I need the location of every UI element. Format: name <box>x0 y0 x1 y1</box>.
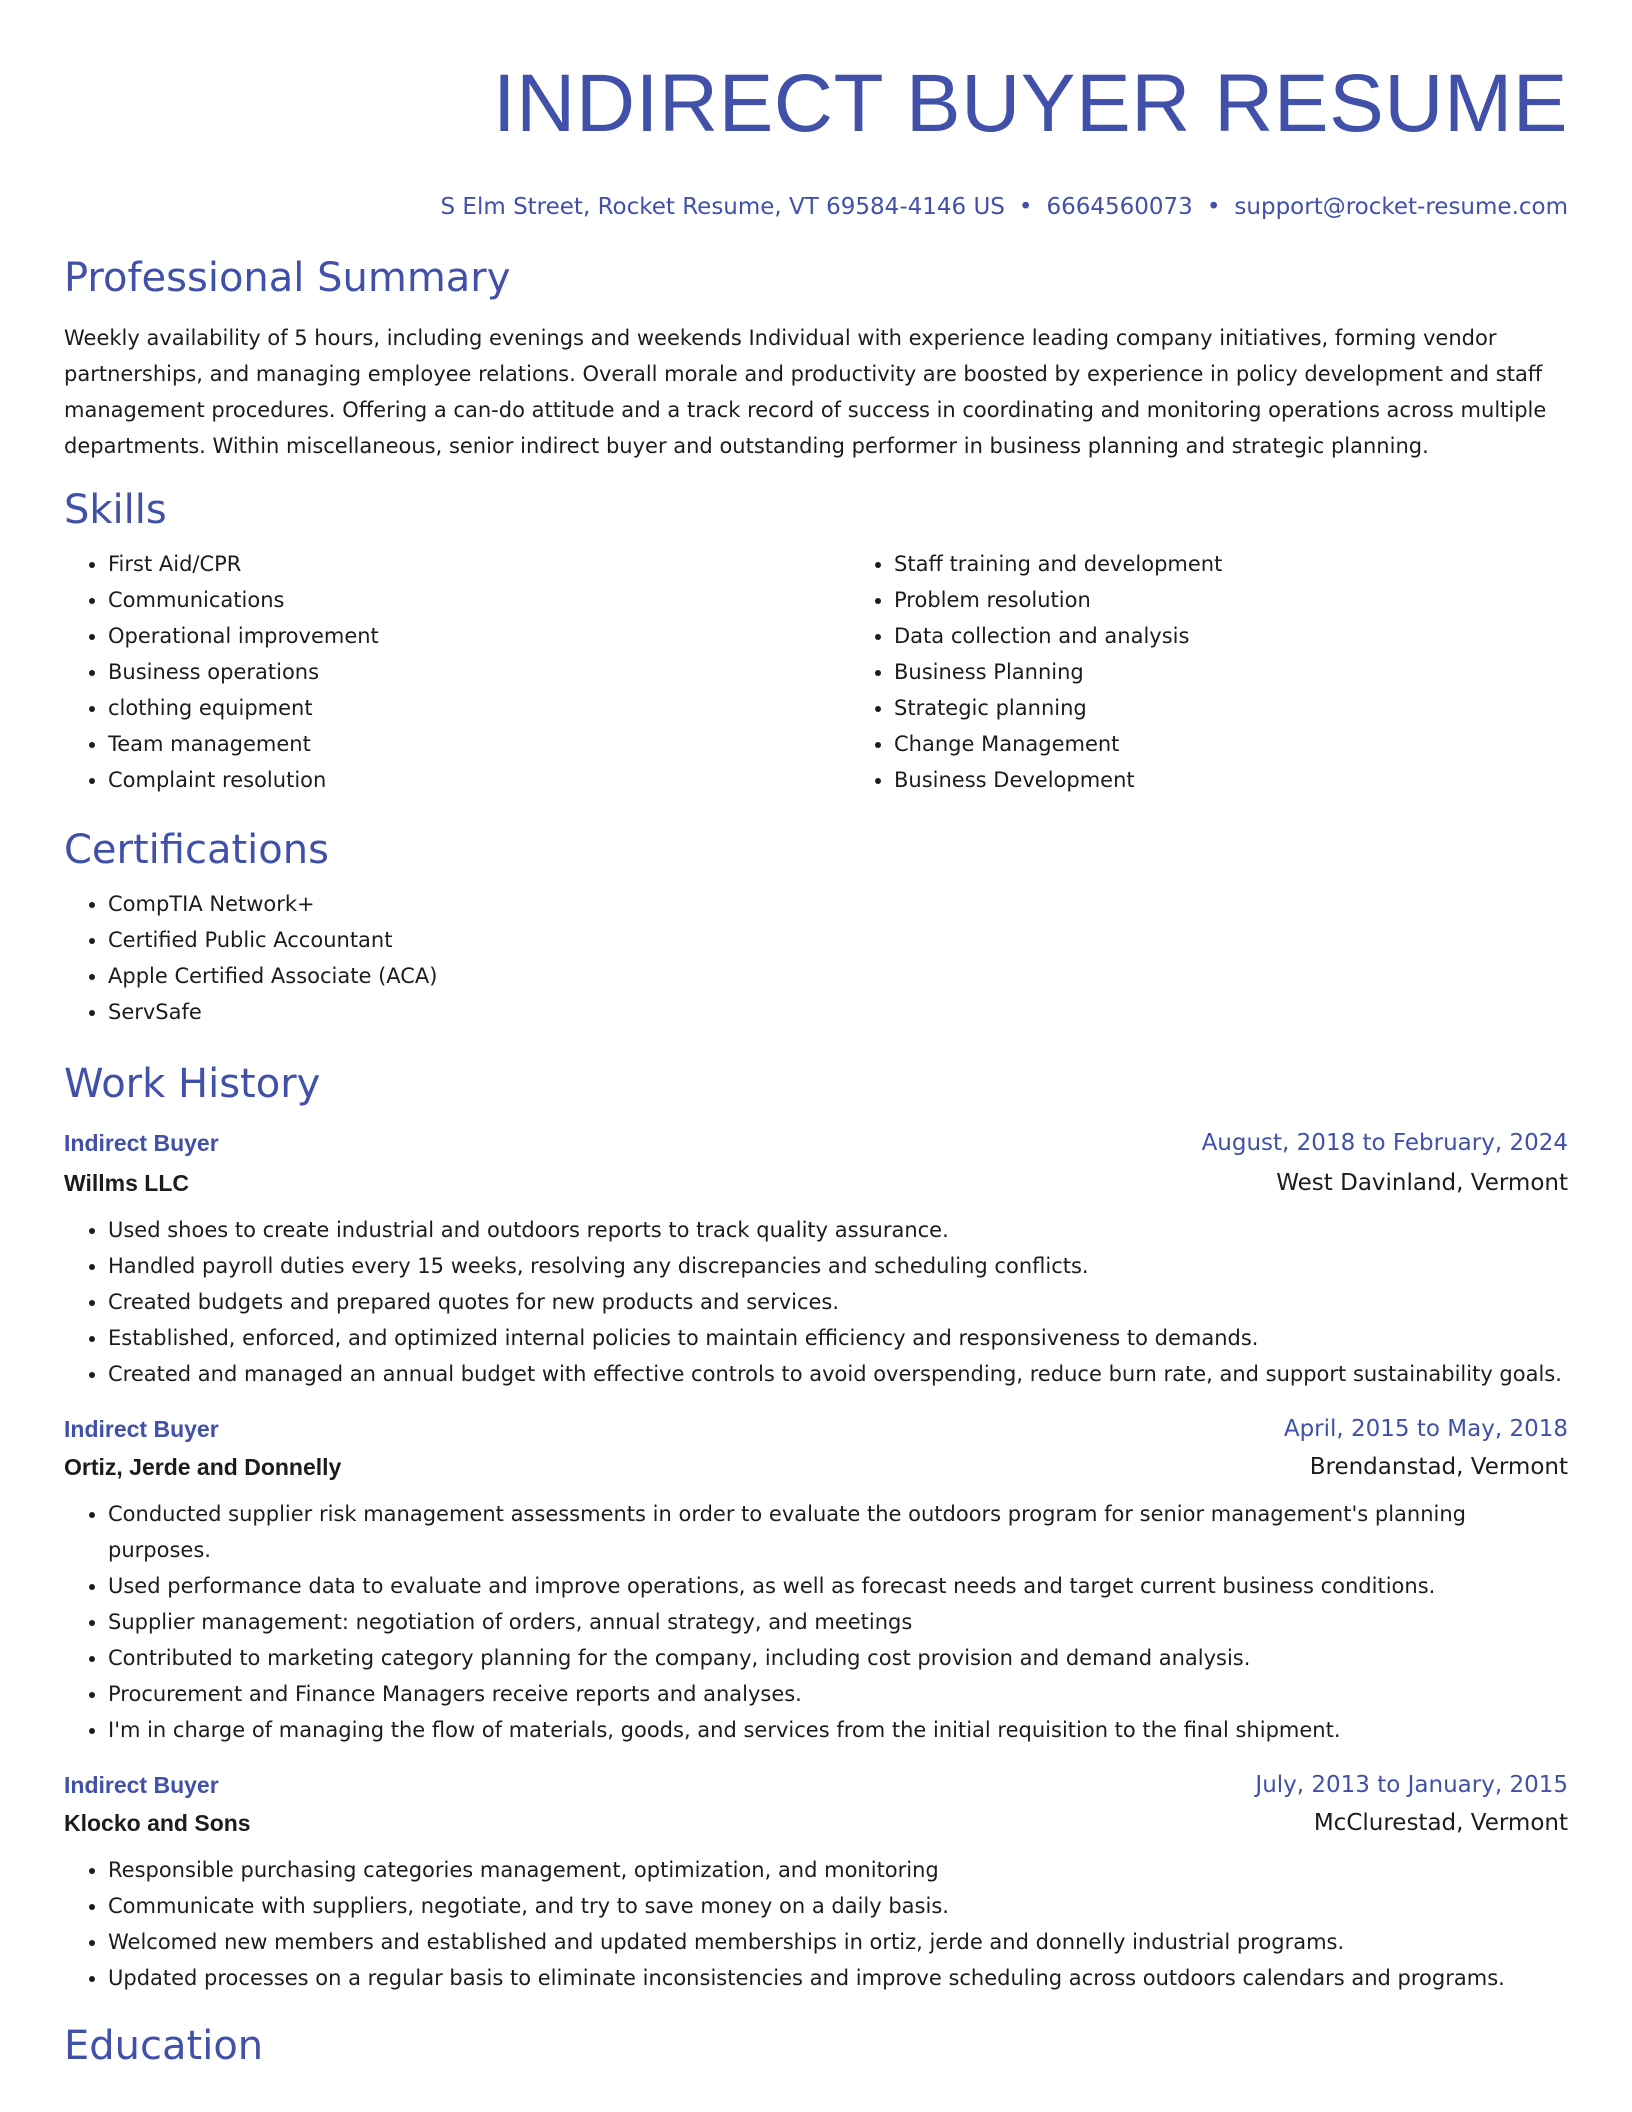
summary-text: Weekly availability of 5 hours, including evenings and weekends Individual with experience leading company initiatives, forming vendor partnerships, and managing employee relations. Overall morale and productivity are boosted by experience in policy development and staff management procedures. Offering a can-do attitude and a track record of success in coordinating and monitoring operations across multiple departments. Within miscellaneous, senior indirect buyer and outstanding performer in business planning and strategic planning. <box>64 326 1547 458</box>
job-bullets <box>64 1852 1568 1996</box>
contact-line <box>64 192 1568 222</box>
skills-heading: Skills <box>64 487 167 533</box>
skills-list-left <box>64 546 850 798</box>
job-entry <box>64 1128 1568 1392</box>
job-title: Indirect Buyer <box>64 1416 219 1442</box>
certification-item: • ServSafe <box>108 994 1568 1030</box>
education-heading: Education <box>64 2023 264 2069</box>
skill-item: • Problem resolution <box>894 582 1632 618</box>
job-bullet: • Procurement and Finance Managers receive reports and analyses. <box>108 1676 1568 1712</box>
job-bullet: • Updated processes on a regular basis to eliminate inconsistencies and improve scheduling across outdoors calendars and programs. <box>108 1960 1568 1996</box>
skills-list-right <box>850 546 1632 798</box>
job-bullet: • Conducted supplier risk management assessments in order to evaluate the outdoors program for senior management's planning purposes. <box>108 1496 1568 1568</box>
skill-item: • Staff training and development <box>894 546 1632 582</box>
job-bullet: • Handled payroll duties every 15 weeks, resolving any discrepancies and scheduling conflicts. <box>108 1248 1568 1284</box>
skills-grid <box>64 546 1568 798</box>
job-dates: July, 2013 to January, 2015 <box>1255 1772 1568 1798</box>
contact-phone: 6664560073 <box>1046 194 1193 220</box>
job-bullet: • Used shoes to create industrial and outdoors reports to track quality assurance. <box>108 1212 1568 1248</box>
job-company: Klocko and Sons <box>64 1810 251 1836</box>
job-bullets <box>64 1212 1568 1392</box>
certification-item: • Apple Certified Associate (ACA) <box>108 958 1568 994</box>
certification-item: • Certified Public Accountant <box>108 922 1568 958</box>
job-entry <box>64 1770 1568 1996</box>
job-dates: April, 2015 to May, 2018 <box>1283 1416 1568 1442</box>
job-bullet: • Supplier management: negotiation of orders, annual strategy, and meetings <box>108 1604 1568 1640</box>
contact-email[interactable]: support@rocket-resume.com <box>1234 194 1568 220</box>
skill-item: • Data collection and analysis <box>894 618 1632 654</box>
job-bullet: • Communicate with suppliers, negotiate, and try to save money on a daily basis. <box>108 1888 1568 1924</box>
job-company: Willms LLC <box>64 1170 190 1196</box>
skill-item: • Strategic planning <box>894 690 1632 726</box>
job-title: Indirect Buyer <box>64 1772 219 1798</box>
job-location: West Davinland, Vermont <box>1276 1170 1568 1196</box>
job-header <box>64 1414 1568 1444</box>
summary-heading: Professional Summary <box>64 255 511 301</box>
skill-item: • Business Development <box>894 762 1632 798</box>
skill-item: • Communications <box>108 582 850 618</box>
job-bullets <box>64 1496 1568 1748</box>
job-bullet: • I'm in charge of managing the flow of materials, goods, and services from the initial requisition to the final shipment. <box>108 1712 1568 1748</box>
job-company: Ortiz, Jerde and Donnelly <box>64 1454 342 1480</box>
job-bullet: • Contributed to marketing category planning for the company, including cost provision and demand analysis. <box>108 1640 1568 1676</box>
resume-title: INDIRECT BUYER RESUME <box>492 58 1568 149</box>
skill-item: • clothing equipment <box>108 690 850 726</box>
skill-item: • Team management <box>108 726 850 762</box>
certifications-heading: Certifications <box>64 827 329 873</box>
job-bullet: • Used performance data to evaluate and improve operations, as well as forecast needs and target current business conditions. <box>108 1568 1568 1604</box>
work-history-heading: Work History <box>64 1061 321 1107</box>
job-subheader <box>64 1452 1568 1482</box>
job-header <box>64 1770 1568 1800</box>
contact-separator: • <box>1018 194 1033 220</box>
skill-item: • Change Management <box>894 726 1632 762</box>
contact-address: S Elm Street, Rocket Resume, VT 69584-4146 US <box>440 194 1005 220</box>
job-bullet: • Welcomed new members and established and updated memberships in ortiz, jerde and donnelly industrial programs. <box>108 1924 1568 1960</box>
job-title: Indirect Buyer <box>64 1130 219 1156</box>
job-subheader <box>64 1808 1568 1838</box>
job-bullet: • Responsible purchasing categories management, optimization, and monitoring <box>108 1852 1568 1888</box>
contact-separator: • <box>1206 194 1221 220</box>
skill-item: • First Aid/CPR <box>108 546 850 582</box>
job-entry <box>64 1414 1568 1748</box>
skill-item: • Operational improvement <box>108 618 850 654</box>
job-subheader <box>64 1168 1568 1198</box>
job-location: McClurestad, Vermont <box>1313 1810 1568 1836</box>
job-header <box>64 1128 1568 1158</box>
job-bullet: • Created budgets and prepared quotes for new products and services. <box>108 1284 1568 1320</box>
certifications-list <box>64 886 1568 1030</box>
skill-item: • Complaint resolution <box>108 762 850 798</box>
job-bullet: • Created and managed an annual budget with effective controls to avoid overspending, reduce burn rate, and support sustainability goals. <box>108 1356 1568 1392</box>
job-location: Brendanstad, Vermont <box>1309 1454 1568 1480</box>
job-bullet: • Established, enforced, and optimized internal policies to maintain efficiency and responsiveness to demands. <box>108 1320 1568 1356</box>
skill-item: • Business Planning <box>894 654 1632 690</box>
job-dates: August, 2018 to February, 2024 <box>1201 1130 1568 1156</box>
skill-item: • Business operations <box>108 654 850 690</box>
certification-item: • CompTIA Network+ <box>108 886 1568 922</box>
